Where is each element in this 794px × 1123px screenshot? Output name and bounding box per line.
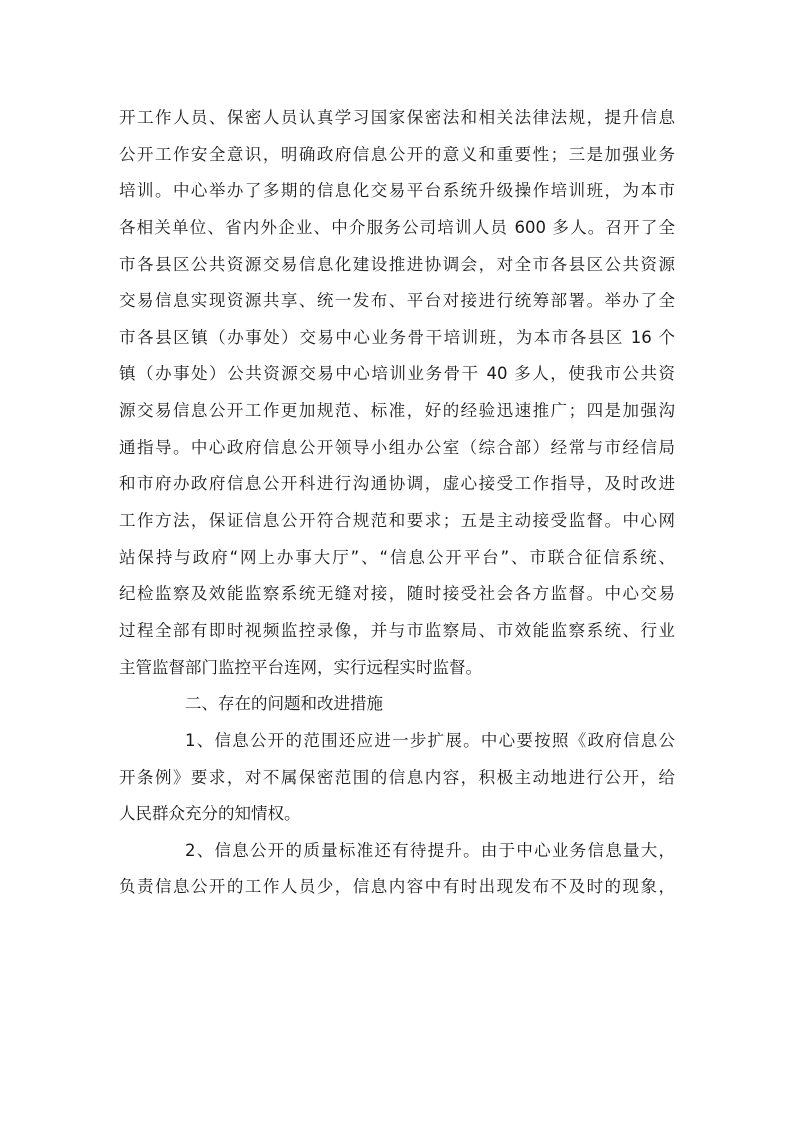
- text-line-14: 纪检监察及效能监察系统无缝对接，随时接受社会各方监督。中心交易: [119, 584, 675, 604]
- document-body: [119, 100, 675, 906]
- text-line-6: 交易信息实现资源共享、统一发布、平台对接进行统筹部署。举办了全: [119, 291, 675, 311]
- text-line-18: 1、信息公开的范围还应进一步扩展。中心要按照《政府信息公: [185, 730, 675, 750]
- text-line-19: 开条例》要求，对不属保密范围的信息内容，积极主动地进行公开，给: [119, 767, 675, 787]
- text-line-13: 站保持与政府“网上办事大厅”、“信息公开平台”、市联合征信系统、: [119, 547, 675, 567]
- text-line-16: 主管监督部门监控平台连网，实行远程实时监督。: [119, 657, 482, 677]
- text-line-15: 过程全部有即时视频监控录像，并与市监察局、市效能监察系统、行业: [119, 620, 675, 640]
- text-line-10: 通指导。中心政府信息公开领导小组办公室（综合部）经常与市经信局: [119, 437, 675, 457]
- text-line-2: 公开工作安全意识，明确政府信息公开的意义和重要性；三是加强业务: [119, 144, 675, 164]
- text-line-8: 镇（办事处）公共资源交易中心培训业务骨干 40 多人，使我市公共资: [119, 364, 675, 384]
- text-line-7: 市各县区镇（办事处）交易中心业务骨干培训班，为本市各县区 16 个: [119, 327, 675, 347]
- text-line-4: 各相关单位、省内外企业、中介服务公司培训人员 600 多人。召开了全: [119, 217, 675, 237]
- text-line-5: 市各县区公共资源交易信息化建设推进协调会，对全市各县区公共资源: [119, 254, 675, 274]
- text-line-21: 2、信息公开的质量标准还有待提升。由于中心业务信息量大，: [185, 840, 675, 860]
- text-line-3: 培训。中心举办了多期的信息化交易平台系统升级操作培训班，为本市: [119, 181, 675, 201]
- text-line-20: 人民群众充分的知情权。: [119, 804, 301, 824]
- text-line-11: 和市府办政府信息公开科进行沟通协调，虚心接受工作指导，及时改进: [119, 474, 675, 494]
- section-heading: 二、存在的问题和改进措施: [185, 694, 383, 714]
- text-line-1: 开工作人员、保密人员认真学习国家保密法和相关法律法规，提升信息: [119, 108, 675, 127]
- text-line-12: 工作方法，保证信息公开符合规范和要求；五是主动接受监督。中心网: [119, 511, 675, 531]
- text-line-9: 源交易信息公开工作更加规范、标准，好的经验迅速推广；四是加强沟: [119, 401, 675, 421]
- text-line-22: 负责信息公开的工作人员少，信息内容中有时出现发布不及时的现象，: [119, 877, 675, 897]
